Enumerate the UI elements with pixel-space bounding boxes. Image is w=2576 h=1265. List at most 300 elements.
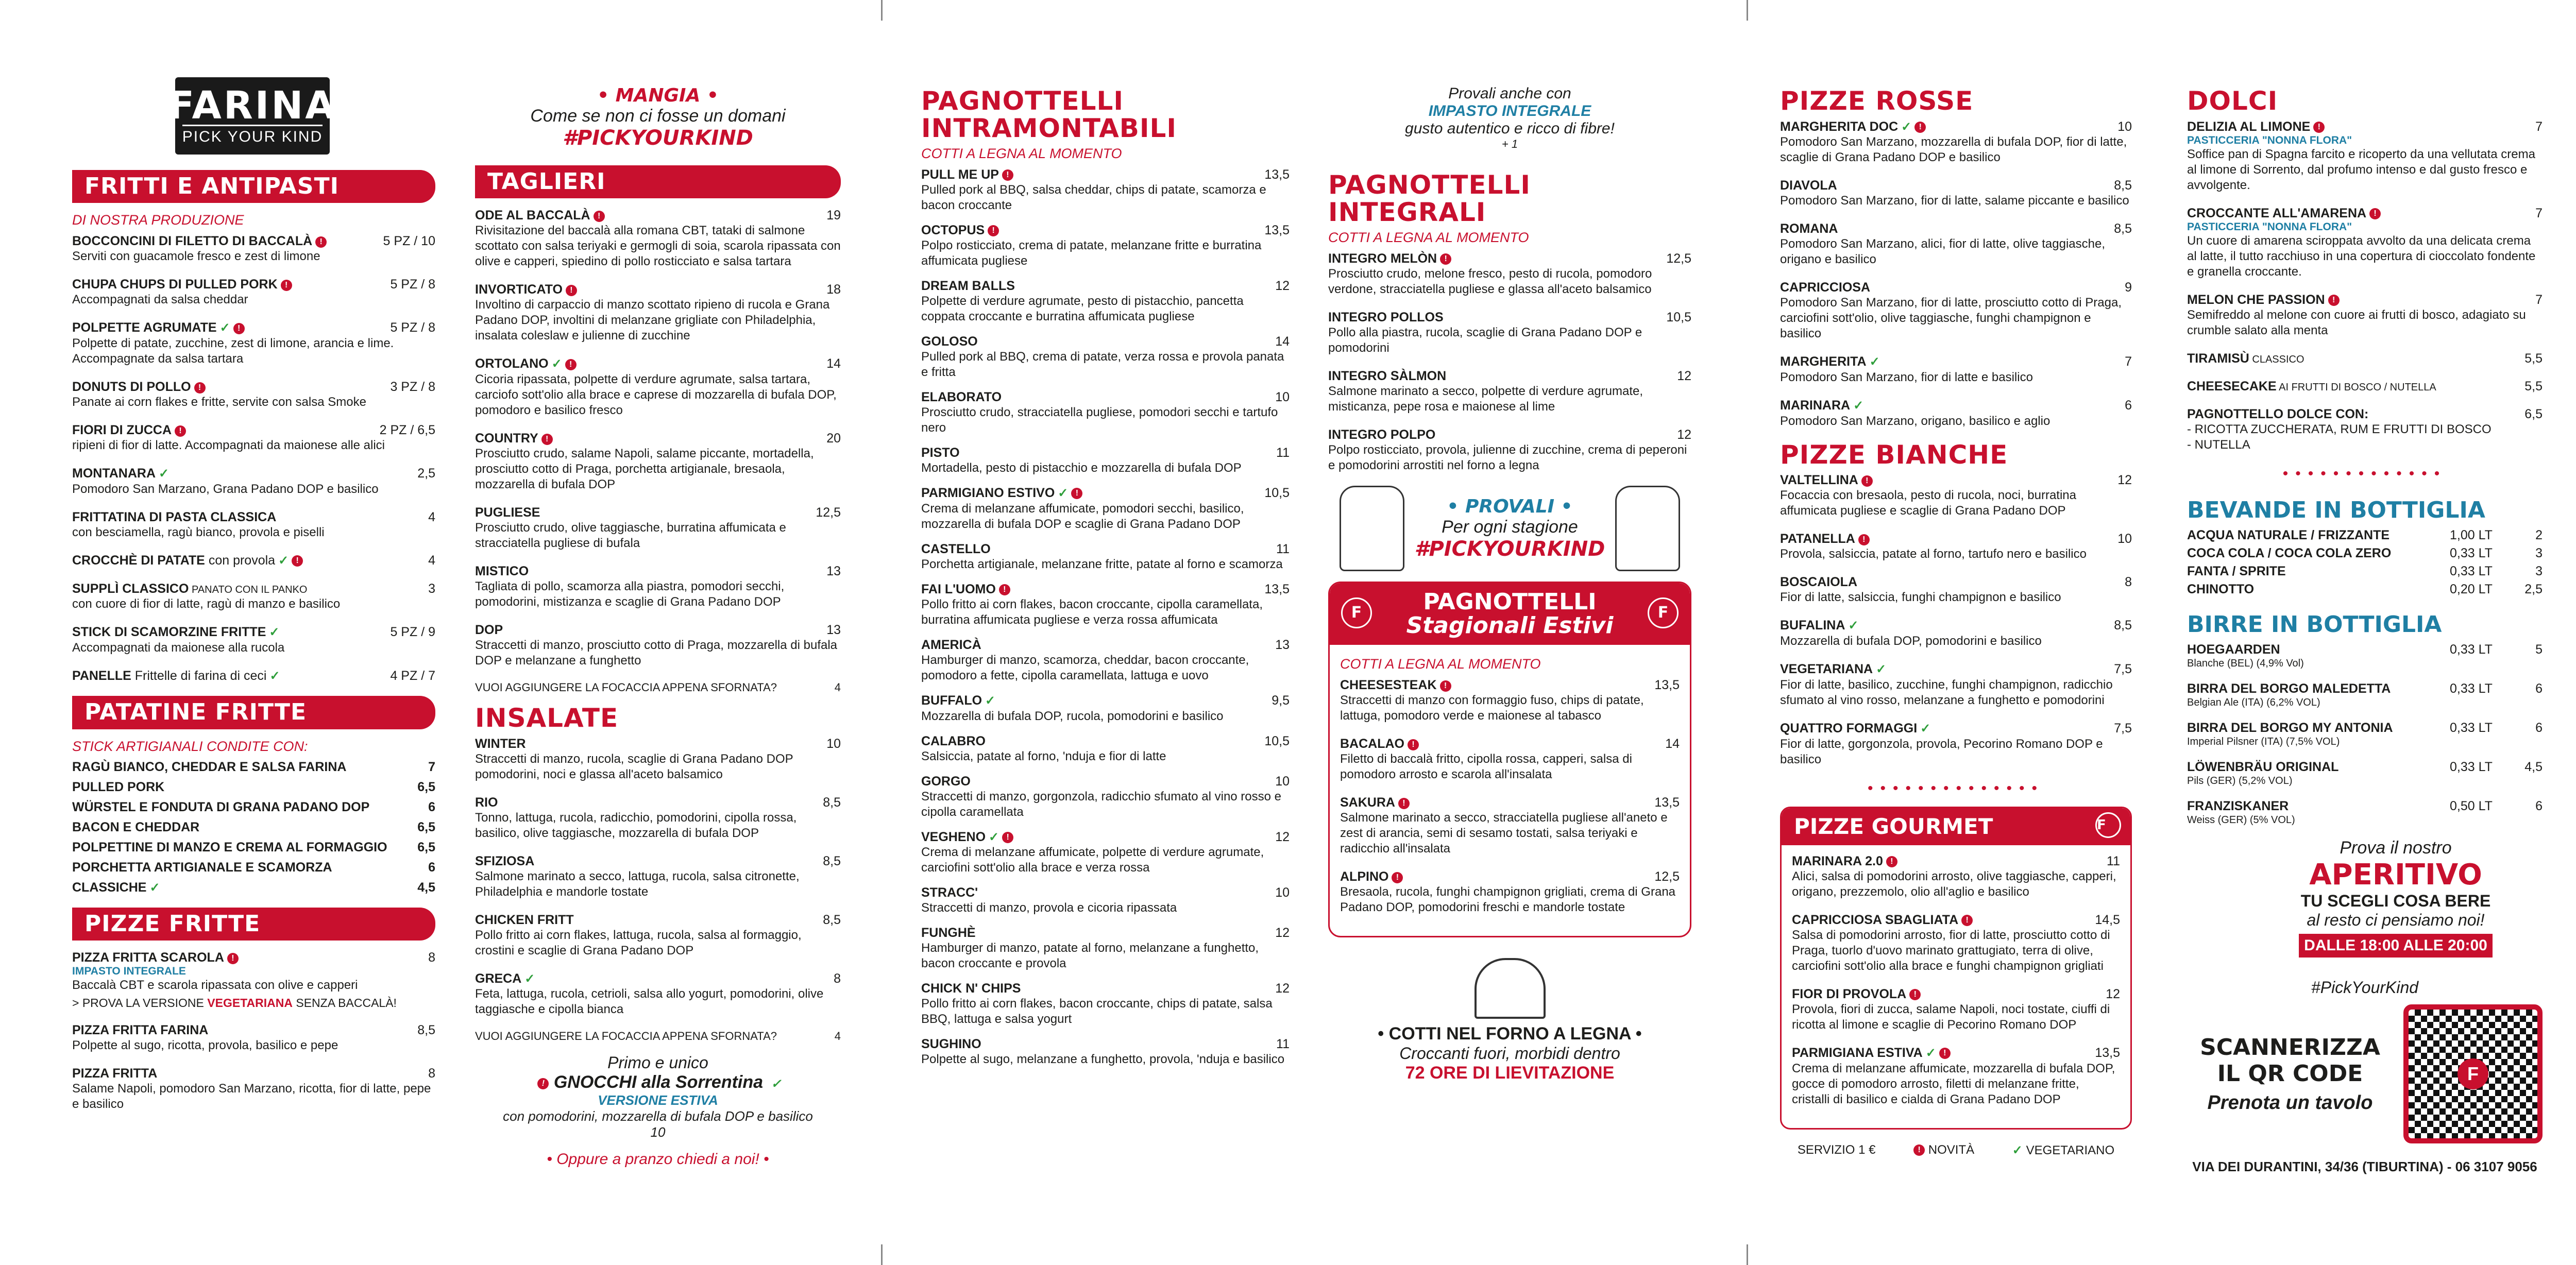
menu-item-desc: Salame Napoli, pomodoro San Marzano, ricotta, fior di latte, pepe e basilico (72, 1082, 431, 1112)
simple-item-price: 6,5 (417, 819, 435, 834)
menu-item-suffix: AI FRUTTI DI BOSCO / NUTELLA (2276, 381, 2436, 393)
menu-item-name: INTEGRO POLPO (1328, 428, 1436, 442)
menu-item-desc: Straccetti di manzo con formaggio fuso, chips di patate, lattuga, pomodoro verde e maionese al tabasco (1340, 693, 1644, 723)
new-icon: ! (2369, 208, 2381, 219)
logo-top: FARINA (168, 83, 337, 128)
menu-item (921, 445, 1290, 476)
menu-item-row (1780, 661, 2132, 677)
menu-item (72, 379, 435, 410)
menu-item-name: FIOR DI PROVOLA ! (1792, 986, 1921, 1002)
menu-item-name: ROMANA (1780, 221, 1838, 236)
menu-item-name: INVORTICATO ! (475, 282, 577, 297)
menu-item-name: FUNGHÈ (921, 926, 976, 941)
menu-item-desc: Hamburger di manzo, patate al forno, melanzane a funghetto, bacon croccante e provola (921, 941, 1259, 971)
menu-item-name: MARGHERITA ✓ (1780, 354, 1880, 369)
gnocchi-desc: con pomodorini, mozzarella di bufala DOP e basilico (503, 1108, 813, 1124)
menu-item-desc: Salmone marinato a secco, lattuga, rucola, salsa citronette, Philadelphia e mandorle tostate (475, 869, 800, 899)
simple-item-name: CLASSICHE ✓ (72, 880, 160, 895)
menu-item (475, 208, 841, 269)
new-icon: ! (1858, 534, 1870, 545)
menu-item-desc: Pomodoro San Marzano, Grana Padano DOP e basilico (72, 482, 379, 496)
veg-icon: ✓ (2012, 1143, 2023, 1157)
menu-item-price: 12,5 (816, 505, 841, 520)
menu-item-name: AMERICÀ (921, 637, 981, 652)
menu-item-price: 12 (1275, 926, 1290, 941)
menu-item (1792, 986, 2120, 1033)
menu-item-desc: Mozzarella di bufala DOP, rucola, pomodorini e basilico (921, 709, 1224, 723)
menu-item-row (921, 733, 1290, 749)
menu-item-row (72, 624, 435, 640)
menu-item-row (72, 422, 435, 438)
menu-item-price: 7 (2535, 292, 2543, 307)
menu-item (1792, 853, 2120, 900)
menu-item-name: DELIZIA AL LIMONE ! (2187, 119, 2325, 134)
menu-item-name: COUNTRY ! (475, 431, 553, 446)
section-subtitle: STICK ARTIGIANALI CONDITE CON: (72, 738, 308, 754)
menu-item-row (72, 233, 435, 249)
simple-item-price: 6,5 (417, 840, 435, 854)
menu-item-name: RIO (475, 795, 498, 810)
logo-bottom: PICK YOUR KIND (182, 125, 323, 146)
menu-item-row (2187, 351, 2543, 366)
menu-item (72, 581, 435, 612)
forno-promo (1328, 958, 1691, 1083)
provali-line4: + 1 (1501, 138, 1518, 150)
new-icon: ! (2313, 122, 2325, 133)
section-title-bevande: BEVANDE IN BOTTIGLIA (2187, 497, 2485, 523)
menu-item-row (921, 829, 1290, 845)
new-icon: ! (2328, 295, 2340, 306)
farina-badge-icon: F (2095, 812, 2121, 838)
menu-item (72, 624, 435, 656)
menu-item-name: MARINARA 2.0 ! (1792, 853, 1897, 869)
menu-item (72, 277, 435, 307)
section-title-rosse: PIZZE ROSSE (1780, 86, 1974, 116)
menu-item-price: 7 (2535, 119, 2543, 134)
menu-item-row (1780, 178, 2132, 193)
menu-item (72, 422, 435, 453)
new-icon: ! (1398, 798, 1410, 809)
menu-item-name: PARMIGIANO ESTIVO ✓ ! (921, 485, 1082, 501)
menu-item-desc: Semifreddo al melone con cuore ai frutti di bosco, adagiato su crumble salato alla menta (2187, 307, 2526, 337)
menu-item-price: 12 (2106, 986, 2120, 1001)
menu-item-price: 8,5 (2114, 221, 2132, 236)
menu-item (921, 541, 1290, 572)
birre-list (2187, 642, 2543, 827)
section-title-taglieri: TAGLIERI (475, 165, 841, 198)
menu-item-price: 14 (826, 356, 841, 371)
menu-item-name: VEGHENO ✓ ! (921, 829, 1013, 845)
menu-item-name: BUFFALO ✓ (921, 693, 996, 708)
menu-item-name: ALPINO ! (1340, 869, 1403, 884)
veg-icon: ✓ (1901, 119, 1912, 134)
menu-item-desc: Baccalà CBT e scarola ripassata con olive e capperi (72, 978, 358, 993)
menu-item-desc: Panate ai corn flakes e fritte, servite con salsa Smoke (72, 395, 366, 409)
stagione-tag: #PICKYOURKIND (1414, 537, 1605, 561)
menu-item (1780, 221, 2132, 267)
column-2 (475, 85, 841, 1168)
menu-item-row (1780, 472, 2132, 488)
menu-item-row (72, 1022, 435, 1038)
menu-item-price: 18 (826, 282, 841, 297)
drink-size: 0,33 LT (2450, 760, 2493, 775)
gnocchi-name: ! GNOCCHI alla Sorrentina ✓ (475, 1072, 841, 1092)
veg-icon: ✓ (1869, 355, 1880, 369)
menu-item-name: ELABORATO (921, 390, 1002, 404)
menu-item-name: TIRAMISÙ CLASSICO (2187, 351, 2304, 366)
taglieri-list (475, 208, 841, 669)
drink-item (2187, 681, 2543, 709)
menu-item-price: 5 PZ / 8 (390, 277, 435, 292)
menu-item-name: PANELLE Frittelle di farina di ceci ✓ (72, 668, 280, 683)
menu-item-price: 12 (1677, 428, 1691, 442)
menu-item-name: VEGETARIANA ✓ (1780, 662, 1887, 677)
menu-item-row (72, 668, 435, 684)
menu-item-price: 5,5 (2524, 351, 2543, 366)
menu-item-row (1792, 986, 2120, 1002)
drink-size: 0,33 LT (2450, 721, 2493, 736)
menu-item-row (1780, 618, 2132, 634)
menu-item-price: 8 (834, 971, 841, 986)
simple-item-name: PULLED PORK (72, 779, 165, 794)
gnocchi-foot: • Oppure a pranzo chiedi a noi! • (547, 1151, 769, 1168)
veg-icon: ✓ (985, 693, 996, 708)
drink-item (2187, 528, 2543, 543)
drink-price: 3 (2535, 545, 2543, 560)
dot-divider: •••••••••••••• (1867, 779, 2045, 797)
menu-item-price: 10 (1275, 390, 1290, 404)
menu-item-row (475, 505, 841, 520)
menu-item-price: 14 (1665, 737, 1680, 751)
menu-item-name: SAKURA ! (1340, 795, 1410, 810)
menu-item-price: 13 (1275, 637, 1290, 652)
menu-item-price: 2 PZ / 6,5 (379, 423, 435, 438)
stagione-head: • PROVALI • (1447, 496, 1573, 517)
new-icon: ! (1002, 832, 1013, 843)
veg-icon: ✓ (1848, 619, 1859, 633)
menu-item (1780, 119, 2132, 166)
drink-price: 6 (2535, 721, 2543, 736)
simple-item (72, 860, 435, 875)
menu-item (1340, 795, 1680, 857)
legend-veg-wrap: ✓ VEGETARIANO (2012, 1143, 2115, 1157)
menu-item (1340, 677, 1680, 724)
menu-item-name: ODE AL BACCALÀ ! (475, 208, 605, 223)
legend (1780, 1143, 2132, 1158)
menu-item-price: 11 (1276, 1037, 1290, 1052)
menu-item-price: 8,5 (823, 853, 841, 868)
simple-item-name: BACON E CHEDDAR (72, 819, 200, 834)
menu-item-desc: Tonno, lattuga, rucola, radicchio, pomodorini, cipolla rossa, basilico, olive taggiasche, mozzarella di bufala DOP (475, 810, 797, 840)
aperitivo-line1: Prova il nostro (2340, 838, 2452, 858)
menu-item-price: 13,5 (1654, 678, 1680, 693)
brand-logo (168, 77, 337, 155)
menu-item-desc: Salmone marinato a secco, stracciatella pugliese all'aneto e zest di arancia, semi di sesamo tostati, salsa teriyaki e radicchio all'insalata (1340, 811, 1668, 856)
menu-item (475, 282, 841, 344)
drink-row (2187, 528, 2543, 543)
menu-item-name: CASTELLO (921, 541, 991, 556)
menu-item-desc: Provola, fiori di zucca, salame Napoli, noci tostate, ciuffi di ricotta al limone e scaglie di Pecorino Romano DOP (1792, 1002, 2110, 1032)
menu-item (1780, 280, 2132, 341)
menu-item-name: PULL ME UP ! (921, 167, 1013, 182)
menu-item-price: 5 PZ / 9 (390, 624, 435, 639)
estivi-head (1330, 583, 1690, 645)
new-icon: ! (565, 359, 577, 370)
simple-item (72, 780, 435, 795)
menu-item-row (72, 379, 435, 395)
menu-item-price: 10 (826, 736, 841, 751)
section-title-pizze-fritte: PIZZE FRITTE (72, 908, 435, 941)
menu-item-price: 10,5 (1264, 733, 1290, 748)
menu-item-row (72, 553, 435, 569)
menu-item-name: QUATTRO FORMAGGI ✓ (1780, 721, 1931, 736)
menu-item (72, 233, 435, 264)
legend-novita-wrap: ! NOVITÀ (1910, 1143, 1974, 1158)
menu-item-row (1780, 398, 2132, 414)
menu-item-signature: IMPASTO INTEGRALE (72, 965, 186, 978)
drink-item (2187, 760, 2543, 788)
veg-icon: ✓ (269, 625, 280, 639)
menu-item-row (2187, 292, 2543, 307)
insalate-list (475, 736, 841, 1018)
menu-item-price: 10 (1275, 774, 1290, 789)
farina-badge-icon: F (1341, 597, 1372, 628)
menu-item-row (921, 582, 1290, 597)
menu-item (1780, 661, 2132, 708)
menu-item (72, 1066, 435, 1112)
note-bold: VEGETARIANA (207, 996, 293, 1010)
menu-item-price: 13,5 (1264, 582, 1290, 596)
menu-item-price: 8,5 (417, 1023, 435, 1038)
veg-icon: ✓ (551, 357, 562, 371)
veg-icon: ✓ (771, 1077, 782, 1091)
menu-item-price: 12 (1275, 829, 1290, 844)
new-icon: ! (1939, 1048, 1951, 1059)
drink-row (2187, 760, 2543, 775)
menu-item-desc: Pomodoro San Marzano, mozzarella di bufala DOP, fior di latte, scaglie di Grana Padano DOP e basilico (1780, 135, 2127, 165)
simple-item-name: PORCHETTA ARTIGIANALE E SCAMORZA (72, 860, 332, 875)
menu-item-desc: Pulled pork al BBQ, crema di patate, verza rossa e provola panata e fritta (921, 350, 1284, 379)
menu-item-desc: Crema di melanzane affumicate, polpette di verdure agrumate, carciofini sott'olio alla brace e verza rossa (921, 845, 1264, 875)
menu-item-desc: Prosciutto crudo, salame Napoli, salame piccante, mortadella, prosciutto cotto di Praga, porchetta artigianale, bresaola, mozzarella di bufala DOP (475, 447, 814, 492)
menu-item-row (921, 637, 1290, 653)
menu-item (1328, 427, 1691, 473)
menu-item-name: CALABRO (921, 733, 986, 748)
menu-item-row (921, 925, 1290, 941)
menu-item (475, 622, 841, 669)
menu-item-price: 4 PZ / 7 (390, 668, 435, 683)
menu-item (921, 1036, 1290, 1067)
drink-size: 0,33 LT (2450, 681, 2493, 696)
menu-item-price: 12 (2117, 473, 2132, 488)
menu-item-name: GORGO (921, 774, 971, 789)
menu-item-row (475, 563, 841, 579)
new-icon: ! (194, 382, 206, 394)
gnocchi-version: VERSIONE ESTIVA (598, 1092, 718, 1108)
bevande-list (2187, 528, 2543, 597)
menu-item-desc: Provola, salsiccia, patate al forno, tartufo nero e basilico (1780, 547, 2087, 561)
fold-mark (881, 0, 883, 21)
column-5 (1780, 77, 2132, 1158)
menu-item-price: 5 PZ / 8 (390, 320, 435, 335)
menu-item-price: 6,5 (2524, 406, 2543, 421)
menu-item-price: 12,5 (1666, 251, 1691, 266)
bianche-list (1780, 472, 2132, 767)
simple-item-price: 6 (428, 799, 435, 814)
menu-item-row (2187, 119, 2543, 134)
menu-item-desc: Pomodoro San Marzano, fior di latte e basilico (1780, 370, 2033, 385)
menu-item-desc: Rivisitazione del baccalà alla romana CBT, tataki di salmone scottato con salsa teriyaki e germogli di soia, scarola ripassata con olive e capperi, spiedino di pollo rosticciato e salsa tartara (475, 224, 841, 269)
column-3 (921, 77, 1290, 1076)
menu-item-price: 14 (1275, 334, 1290, 349)
integrale-promo (1328, 85, 1691, 151)
menu-item-desc: Un cuore di amarena sciroppata avvolto da una delicata crema al latte, il tutto racchiuso in una copertura di cioccolato fondente e granella croccante. (2187, 233, 2536, 279)
menu-item (72, 553, 435, 569)
section-title-insalate: INSALATE (475, 703, 619, 733)
gnocchi-head: Primo e unico (607, 1053, 708, 1072)
menu-item-row (921, 167, 1290, 182)
pointing-hand-icon (1615, 486, 1680, 571)
drink-name: COCA COLA / COCA COLA ZERO (2187, 545, 2392, 560)
menu-item-price: 4 (428, 553, 435, 568)
menu-item-desc: Serviti con guacamole fresco e zest di limone (72, 249, 320, 264)
drink-name: LÖWENBRÄU ORIGINAL (2187, 760, 2339, 775)
menu-item-desc: Pulled pork al BBQ, salsa cheddar, chips di patate, scamorza e bacon croccante (921, 183, 1266, 212)
menu-item-name: SFIZIOSA (475, 853, 535, 868)
menu-item-price: 8,5 (823, 912, 841, 927)
drink-name: ACQUA NATURALE / FRIZZANTE (2187, 527, 2390, 542)
drink-name: FANTA / SPRITE (2187, 563, 2286, 578)
fold-mark (1747, 1244, 1748, 1265)
menu-item-name: DONUTS DI POLLO ! (72, 379, 206, 395)
simple-item (72, 880, 435, 895)
menu-item-price: 13,5 (1264, 167, 1290, 182)
new-icon: ! (1913, 1144, 1925, 1156)
menu-item-desc: Polpette al sugo, ricotta, provola, basilico e pepe (72, 1038, 338, 1053)
mangia-head: • MANGIA • (597, 85, 719, 106)
oven-icon (1475, 958, 1546, 1019)
drink-item (2187, 564, 2543, 579)
menu-item (921, 774, 1290, 820)
simple-item (72, 840, 435, 855)
menu-item (921, 981, 1290, 1027)
menu-item (475, 563, 841, 610)
menu-item-price: 7,5 (2114, 662, 2132, 677)
farina-badge-icon: F (1648, 597, 1679, 628)
menu-item (1792, 1045, 2120, 1107)
menu-item-name: PUGLIESE (475, 505, 540, 520)
simple-item-price: 4,5 (417, 880, 435, 895)
menu-item-row (1780, 119, 2132, 135)
column-6 (2187, 77, 2543, 1175)
menu-item-desc: Soffice pan di Spagna farcito e ricoperto da una vellutata crema al limone di Sorrento, dal profumo intenso e dal gusto fresco e avvolgente. (2187, 147, 2535, 192)
menu-item-row (921, 774, 1290, 789)
aperitivo-time: DALLE 18:00 ALLE 20:00 (2299, 934, 2493, 958)
section-subtitle: COTTI A LEGNA AL MOMENTO (1340, 656, 1541, 672)
menu-item-price: 8 (428, 950, 435, 965)
drink-item (2187, 799, 2543, 827)
menu-item-row (72, 277, 435, 292)
menu-item-name: PIZZA FRITTA (72, 1066, 158, 1081)
menu-item (921, 389, 1290, 436)
menu-item (921, 582, 1290, 628)
menu-item-row (1340, 736, 1680, 751)
simple-item-name: RAGÙ BIANCO, CHEDDAR E SALSA FARINA (72, 759, 347, 774)
menu-item-desc: Pomodoro San Marzano, fior di latte, salame piccante e basilico (1780, 194, 2129, 208)
new-icon: ! (1392, 872, 1403, 883)
menu-item-desc: Straccetti di manzo, provola e cicoria ripassata (921, 901, 1177, 915)
menu-item-row (2187, 379, 2543, 394)
menu-item-name: DREAM BALLS (921, 279, 1015, 293)
menu-item-price: 13,5 (1654, 795, 1680, 810)
fold-mark (881, 1244, 883, 1265)
menu-item-desc: Filetto di baccalà fritto, cipolla rossa, capperi, salsa di pomodoro arrosto e scarola all'insalata (1340, 752, 1632, 782)
menu-item (921, 278, 1290, 324)
qr-code[interactable] (2403, 1004, 2543, 1143)
menu-item-row (1780, 354, 2132, 370)
drink-item (2187, 582, 2543, 597)
menu-item-name: MISTICO (475, 564, 529, 579)
new-icon: ! (988, 225, 999, 236)
veg-icon: ✓ (159, 467, 170, 481)
menu-item-price: 11 (2107, 853, 2120, 868)
fold-mark (1747, 0, 1748, 21)
menu-item-desc: Straccetti di manzo, rucola, scaglie di Grana Padano DOP pomodorini, noci e glassa all'aceto balsamico (475, 751, 793, 781)
menu-item-name: CHEESESTEAK ! (1340, 677, 1451, 693)
menu-item-desc: Porchetta artigianale, melanzane fritte, patate al forno e scamorza (921, 557, 1283, 571)
menu-item-price: 7 (2125, 354, 2132, 369)
menu-item-desc: Salsa di pomodorini arrosto, fior di latte, prosciutto cotto di Praga, tuorlo d'uovo marinato grattugiato, terra di olive, carciofini sott'olio alla brace e funghi champignon grigliati (1792, 928, 2110, 973)
menu-item-desc: Crema di melanzane affumicate, mozzarella di bufala DOP, gocce di pomodoro arrosto, filetti di melanzane fritte, cristalli di basilico e cialda di Grana Padano DOP (1792, 1061, 2115, 1106)
menu-item-row (1780, 721, 2132, 737)
new-icon: ! (1961, 915, 1973, 926)
menu-item-desc: Prosciutto crudo, melone fresco, pesto di rucola, pomodoro verdone, stracciatella pugliese e glassa all'aceto balsamico (1328, 267, 1652, 296)
qr-tag: #PickYourKind (2311, 978, 2419, 997)
drink-name: BIRRA DEL BORGO MY ANTONIA (2187, 721, 2393, 736)
menu-item-desc: Polpo rosticciato, crema di patate, melanzane fritte e burratina affumicata pugliese (921, 238, 1262, 268)
drink-size: 1,00 LT (2450, 527, 2493, 542)
menu-item-note: > PROVA LA VERSIONE VEGETARIANA SENZA BACCALÀ! (72, 996, 397, 1010)
new-icon: ! (175, 425, 186, 437)
drink-price: 3 (2535, 563, 2543, 578)
menu-item (1792, 912, 2120, 974)
menu-item-desc: Polpette di verdure agrumate, pesto di pistacchio, pancetta coppata croccante e burratina affumicata pugliese (921, 294, 1244, 323)
qr-block (2187, 1004, 2543, 1143)
column-1 (72, 72, 435, 1124)
menu-item-row (921, 389, 1290, 405)
menu-item-row (72, 466, 435, 482)
menu-item-desc: Mozzarella di bufala DOP, pomodorini e basilico (1780, 634, 2042, 648)
menu-item-signature: PASTICCERIA "NONNA FLORA" (2187, 220, 2352, 233)
new-icon: ! (281, 280, 292, 291)
menu-item-name: PIZZA FRITTA SCAROLA ! (72, 950, 239, 965)
drink-row (2187, 721, 2543, 736)
menu-item-price: 8,5 (2114, 178, 2132, 193)
menu-item-row (1328, 251, 1691, 266)
veg-icon: ✓ (524, 971, 535, 986)
simple-item-price: 7 (428, 759, 435, 774)
section-title-dolci: DOLCI (2187, 86, 2278, 116)
rosse-list (1780, 119, 2132, 429)
drink-item (2187, 546, 2543, 561)
menu-item-price: 4 (428, 509, 435, 524)
column-4 (1328, 85, 1691, 1083)
section-title-integrali: PAGNOTTELLI INTEGRALI (1328, 170, 1531, 227)
section-title-birre: BIRRE IN BOTTIGLIA (2187, 611, 2442, 638)
menu-item (2187, 119, 2543, 193)
veg-icon: ✓ (1853, 399, 1864, 413)
menu-item (475, 912, 841, 959)
